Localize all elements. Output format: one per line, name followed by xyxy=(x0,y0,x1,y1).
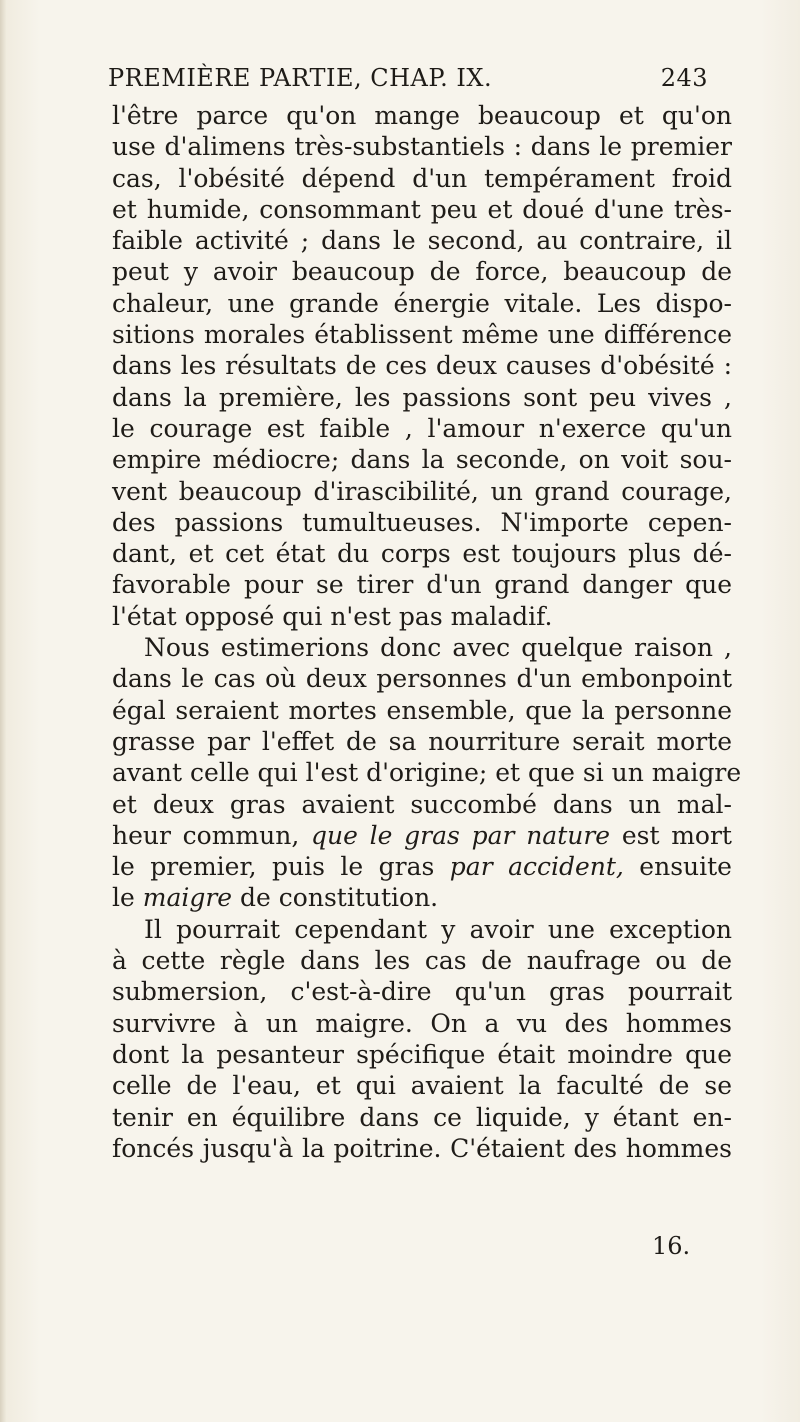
paragraph-3 xyxy=(112,914,732,1164)
text-line-with-italic xyxy=(112,820,732,851)
italic-phrase: par accident, xyxy=(449,852,624,882)
text-line: vent beaucoup d'irascibilité, un grand courage, xyxy=(112,476,732,506)
text-line: avant celle qui l'est d'origine; et que si un maigre xyxy=(112,758,742,788)
text-run: heur commun, xyxy=(112,820,312,850)
text-line: favorable pour se tirer d'un grand danger que xyxy=(112,570,732,600)
text-run: le premier, puis le gras xyxy=(112,852,450,882)
text-line: foncés jusqu'à la poitrine. C'étaient des hommes xyxy=(112,1133,732,1163)
text-line: faible activité ; dans le second, au contraire, il xyxy=(112,226,732,256)
text-line: sitions morales établissent même une différence xyxy=(112,320,732,350)
text-line: peut y avoir beaucoup de force, beaucoup de xyxy=(112,257,732,287)
text-line: l'état opposé qui n'est pas maladif. xyxy=(112,601,553,631)
text-line-with-italic xyxy=(112,851,732,882)
text-line: grasse par l'effet de sa nourriture serait morte xyxy=(112,726,732,756)
paragraph-2 xyxy=(112,632,742,914)
text-line: et deux gras avaient succombé dans un mal- xyxy=(112,789,732,819)
text-line: égal seraient mortes ensemble, que la personne xyxy=(112,695,732,725)
text-line: dans la première, les passions sont peu vives , xyxy=(112,382,732,412)
italic-phrase: que le gras par nature xyxy=(311,820,611,850)
text-line: et humide, consommant peu et doué d'une très- xyxy=(112,194,732,224)
text-line: submersion, c'est-à-dire qu'un gras pourrait xyxy=(112,977,732,1007)
text-line: dans le cas où deux personnes d'un embonpoint xyxy=(112,664,732,694)
text-line: Il pourrait cependant y avoir une exception xyxy=(144,914,732,944)
text-line: empire médiocre; dans la seconde, on voit sou- xyxy=(112,445,732,475)
text-line: tenir en équilibre dans ce liquide, y étant en- xyxy=(112,1102,732,1132)
catchword: 16. xyxy=(652,1232,691,1260)
body-text xyxy=(112,100,742,1164)
text-line: use d'alimens très-substantiels : dans le premier xyxy=(112,132,732,162)
text-line: dans les résultats de ces deux causes d'obésité : xyxy=(112,351,732,381)
text-line: Nous estimerions donc avec quelque raison , xyxy=(144,633,732,663)
text-run: le xyxy=(112,883,143,913)
text-line: des passions tumultueuses. N'importe cepen- xyxy=(112,507,732,537)
text-line: dant, et cet état du corps est toujours plus dé- xyxy=(112,539,732,569)
italic-phrase: maigre xyxy=(142,883,233,913)
text-line: chaleur, une grande énergie vitale. Les dispo- xyxy=(112,288,732,318)
text-line: survivre à un maigre. On a vu des hommes xyxy=(112,1008,732,1038)
binding-edge xyxy=(0,0,6,1422)
text-line: le courage est faible , l'amour n'exerce qu'un xyxy=(112,413,732,443)
page-number: 243 xyxy=(660,64,708,92)
text-line: celle de l'eau, et qui avaient la faculté de se xyxy=(112,1071,732,1101)
paragraph-1 xyxy=(112,100,732,632)
page-header xyxy=(108,64,708,98)
text-run: ensuite xyxy=(623,852,732,882)
text-line-with-italic xyxy=(112,882,732,913)
running-head: PREMIÈRE PARTIE, CHAP. IX. xyxy=(108,64,493,92)
text-run: de constitution. xyxy=(232,883,439,913)
text-line: cas, l'obésité dépend d'un tempérament froid xyxy=(112,163,732,193)
text-line: l'être parce qu'on mange beaucoup et qu'on xyxy=(112,101,732,130)
text-line: dont la pesanteur spécifique était moindre que xyxy=(112,1039,732,1069)
text-line: à cette règle dans les cas de naufrage ou de xyxy=(112,946,732,976)
text-run: est mort xyxy=(610,820,732,850)
